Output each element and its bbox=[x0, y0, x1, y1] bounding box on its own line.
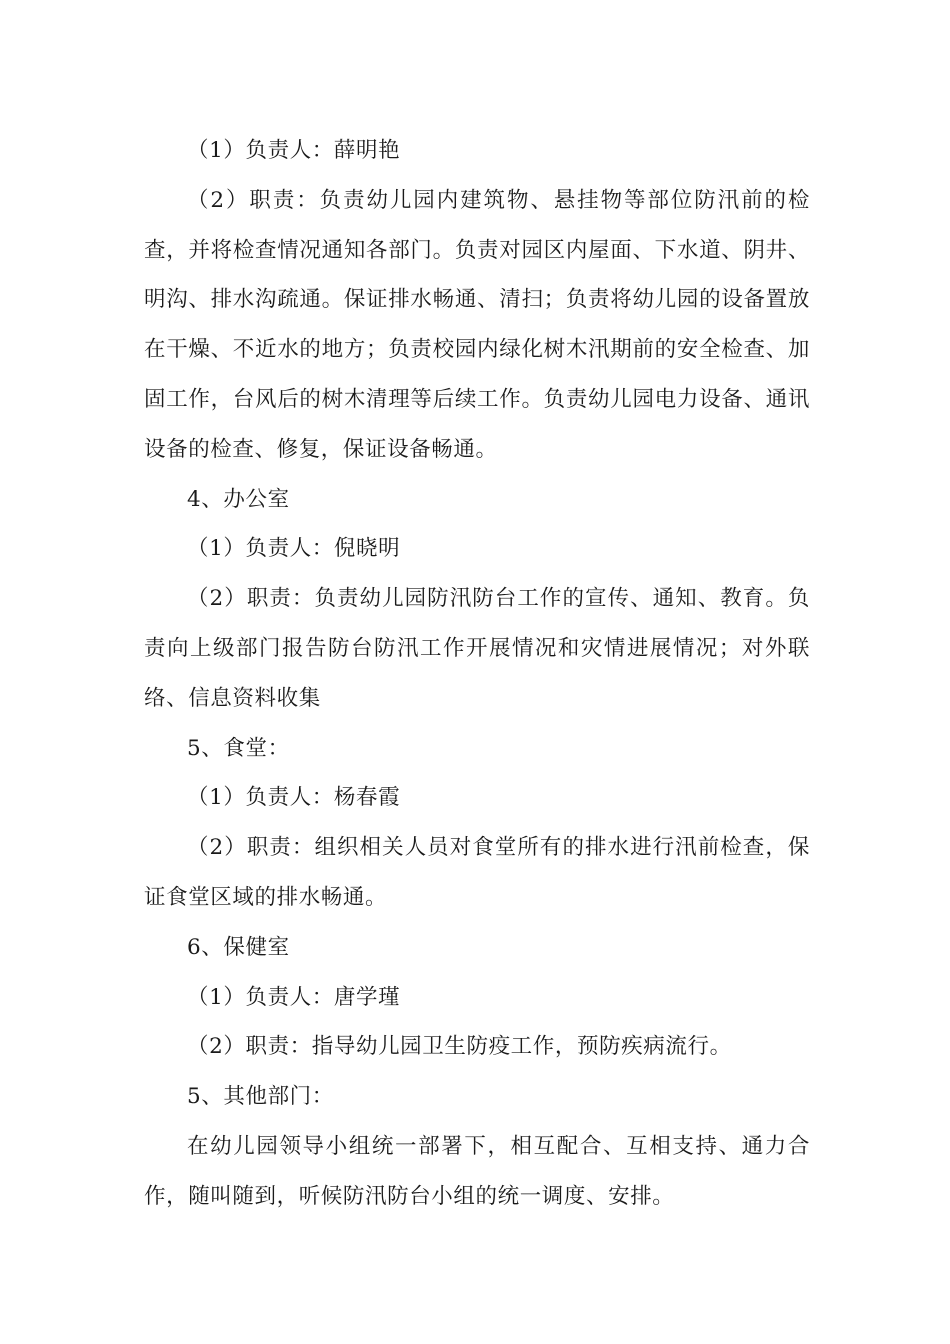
document-body bbox=[144, 126, 810, 1222]
canteen-duties-paragraph: （2）职责：组织相关人员对食堂所有的排水进行汛前检查，保证食堂区域的排水畅通。 bbox=[144, 835, 810, 910]
canteen-responsible-person: （1）负责人：杨春霞 bbox=[187, 785, 401, 811]
other-departments-section-heading: 5、其他部门： bbox=[187, 1084, 334, 1110]
logistics-duties-paragraph: （2）职责：负责幼儿园内建筑物、悬挂物等部位防汛前的检查，并将检查情况通知各部门。负责对园区内屋面、下水道、阴井、明沟、排水沟疏通。保证排水畅通、清扫；负责将幼儿园的设备置放在干燥、不近水的地方；负责校园内绿化树木汛期前的安全检查、加固工作，台风后的树木清理等后续工作。负责幼儿园电力设备、通讯设备的检查、修复，保证设备畅通。 bbox=[144, 187, 810, 462]
office-responsible-person: （1）负责人：倪晓明 bbox=[187, 536, 401, 562]
health-room-responsible-person: （1）负责人：唐学瑾 bbox=[187, 984, 401, 1010]
health-room-duties-paragraph: （2）职责：指导幼儿园卫生防疫工作，预防疾病流行。 bbox=[187, 1034, 732, 1060]
health-room-section-heading: 6、保健室 bbox=[187, 934, 290, 960]
office-section-heading: 4、办公室 bbox=[187, 486, 290, 512]
other-departments-paragraph: 在幼儿园领导小组统一部署下，相互配合、互相支持、通力合作，随叫随到，听候防汛防台小组的统一调度、安排。 bbox=[144, 1133, 810, 1209]
office-duties-paragraph: （2）职责：负责幼儿园防汛防台工作的宣传、通知、教育。负责向上级部门报告防台防汛工作开展情况和灾情进展情况；对外联络、信息资料收集 bbox=[144, 586, 810, 711]
canteen-section-heading: 5、食堂： bbox=[187, 735, 290, 761]
kitchen-section-head-responsible: （1）负责人：薛明艳 bbox=[187, 138, 401, 163]
